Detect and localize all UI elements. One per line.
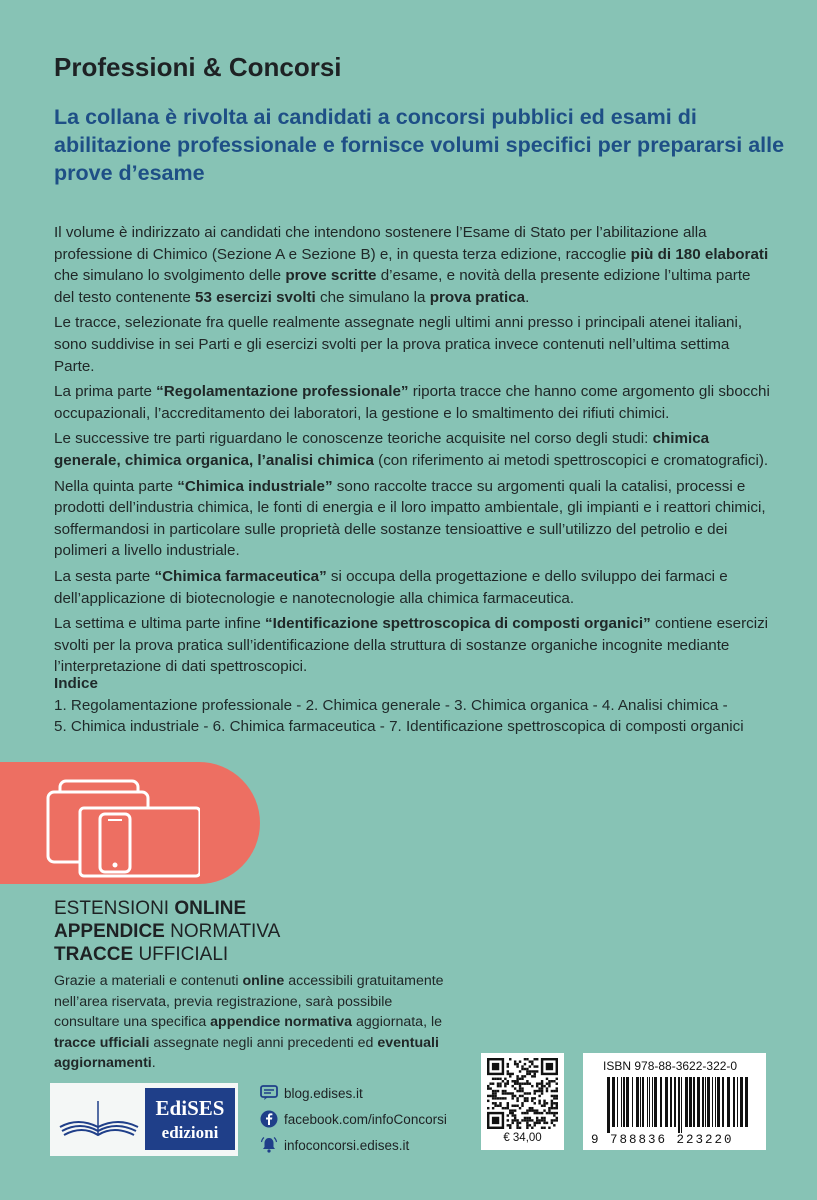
blog-icon (260, 1085, 278, 1101)
link-facebook-text: facebook.com/infoConcorsi (284, 1111, 447, 1127)
publisher-logo (50, 1083, 238, 1156)
devices-icon (40, 778, 200, 878)
bell-icon (260, 1136, 278, 1154)
isbn-digits: 9 788836 223220 (591, 1133, 734, 1147)
index-line-2: 5. Chimica industriale - 6. Chimica farmaceutica - 7. Identificazione spettroscopica di composti organici (54, 718, 744, 736)
barcode-icon (605, 1077, 755, 1133)
isbn-box (583, 1053, 766, 1150)
series-title: Professioni & Concorsi (54, 52, 342, 82)
qr-code-box (481, 1053, 564, 1150)
extensions-line-2: APPENDICE NORMATIVA (54, 921, 281, 942)
description (54, 222, 774, 682)
index-section (54, 673, 784, 738)
isbn-label: ISBN 978-88-3622-322-0 (603, 1059, 738, 1073)
link-infoconcorsi-text: infoconcorsi.edises.it (284, 1137, 410, 1153)
publisher-sub: edizioni (161, 1123, 219, 1142)
link-blog[interactable] (260, 1080, 447, 1106)
index-line-1: 1. Regolamentazione professionale - 2. Chimica generale - 3. Chimica organica - 4. Analisi chimica - (54, 696, 728, 714)
paragraph-3: La prima parte “Regolamentazione professionale” riporta tracce che hanno come argomento gli sbocchi occupazionali, l’accreditamento dei laboratori, la gestione e lo smaltimento dei rifiuti chimici. (54, 383, 770, 422)
paragraph-2: Le tracce, selezionate fra quelle realmente assegnate negli ultimi anni presso i principali atenei italiani, sono suddivise in sei Parti e gli esercizi svolti per la prova pratica invece contenuti nell’ultima settima Parte. (54, 314, 743, 375)
facebook-icon (260, 1110, 278, 1128)
extensions-text: Grazie a materiali e contenuti online accessibili gratuitamente nell’area riservata, previa registrazione, sarà possibile consultare una specifica appendice normativa aggiornata, le tracce ufficiali assegnate negli anni precedenti ed eventuali aggiornamenti. (54, 973, 444, 1072)
paragraph-7: La settima e ultima parte infine “Identificazione spettroscopica di composti organici” contiene esercizi svolti per la prova pratica sull’identificazione della struttura di sostanze organiche incognite mediante l’interpretazione di dati spettroscopici. (54, 615, 769, 676)
publisher-badge (145, 1088, 235, 1150)
paragraph-1: Il volume è indirizzato ai candidati che intendono sostenere l’Esame di Stato per l’abilitazione alla professione di Chimico (Sezione A e Sezione B) e, in questa terza edizione, raccoglie più di 180 elaborati che simulano lo svolgimento delle prove scritte d’esame, e novità della presente edizione l’ultima parte del testo contenente 53 esercizi svolti che simulano la prova pratica. (54, 224, 769, 306)
open-book-icon (56, 1097, 142, 1141)
paragraph-5: Nella quinta parte “Chimica industriale” sono raccolte tracce su argomenti quali la catalisi, processi e prodotti dell’industria chimica, le fonti di energia e il loro impatto ambientale, gli impianti e i reattori chimici, soffermandosi in particolare sulle proprietà delle sostanze tensioattive e sull’utilizzo del petrolio e dei polimeri a livello industriale. (54, 477, 766, 560)
link-facebook[interactable] (260, 1106, 447, 1132)
index-title: Indice (54, 675, 98, 692)
paragraph-6: La sesta parte “Chimica farmaceutica” si occupa della progettazione e dello sviluppo dei farmaci e dell’applicazione di biotecnologie e nanotecnologie alla chimica farmaceutica. (54, 567, 728, 607)
price-label: € 34,00 (503, 1132, 542, 1144)
link-infoconcorsi[interactable] (260, 1132, 447, 1158)
extensions-heading (54, 897, 280, 966)
qr-code-icon (487, 1058, 558, 1129)
extensions-line-3: TRACCE UFFICIALI (54, 944, 229, 965)
extensions-line-1: ESTENSIONI ONLINE (54, 898, 247, 919)
paragraph-4: Le successive tre parti riguardano le conoscenze teoriche acquisite nel corso degli studi: chimica generale, chimica organica, l’analisi chimica (con riferimento ai metodi spettroscopici e cromatografici). (54, 430, 769, 469)
publisher-name: EdiSES (155, 1096, 225, 1120)
series-tagline: La collana è rivolta ai candidati a concorsi pubblici ed esami di abilitazione professionale e fornisce volumi specifici per prepararsi alle prove d’esame (54, 105, 785, 185)
contact-links (260, 1080, 447, 1158)
link-blog-text: blog.edises.it (284, 1085, 363, 1101)
